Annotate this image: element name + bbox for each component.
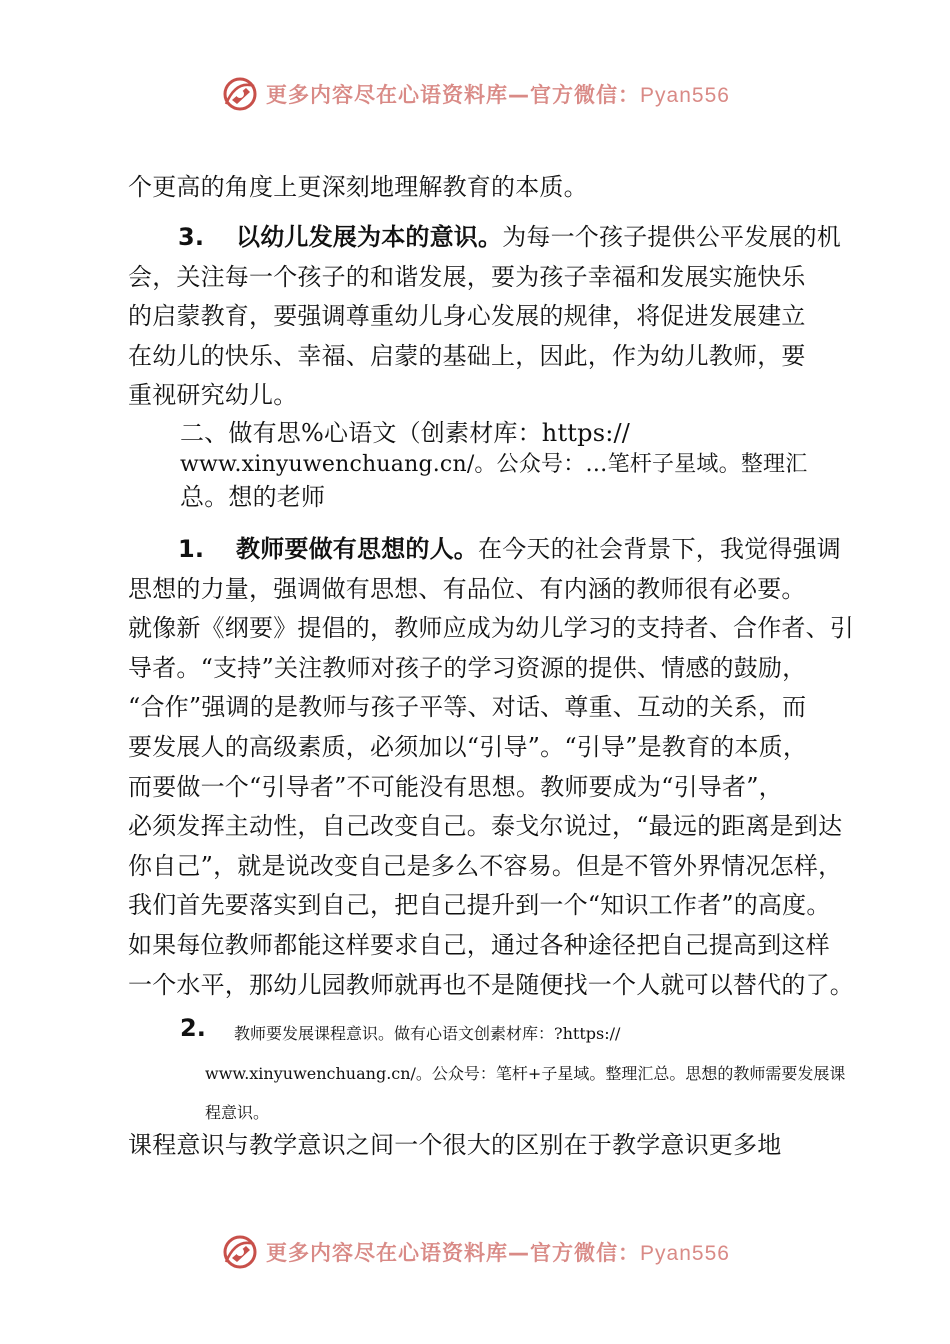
text-line: 个更高的角度上更深刻地理解教育的本质。	[128, 173, 588, 201]
text-line: 如果每位教师都能这样要求自己，通过各种途径把自己提高到这样	[128, 930, 830, 959]
text-fragment: 在今天的社会背景下，我觉得强调	[478, 535, 841, 563]
item-number: 1.	[178, 535, 205, 563]
banner-text: 更多内容尽在心语资料库—官方微信：Pyan556	[266, 1241, 730, 1265]
text-line: 总。想的老师	[180, 483, 326, 511]
text-line: 要发展人的高级素质，必须加以“引导”。“引导”是教育的本质，	[128, 732, 808, 761]
text-line: 课程意识与教学意识之间一个很大的区别在于教学意识更多地	[128, 1131, 782, 1159]
item-number: 2.	[180, 1014, 206, 1042]
logo-icon	[220, 74, 260, 114]
text-line: 就像新《纲要》提倡的，教师应成为幼儿学习的支持者、合作者、引	[128, 614, 854, 643]
banner-wechat-id: Pyan556	[640, 1242, 730, 1265]
text-line: 一个水平，那幼儿园教师就再也不是随便找一个人就可以替代的了。	[128, 970, 854, 999]
item-heading: 教师要做有思想的人。	[236, 535, 478, 563]
paragraph-item-2	[205, 1054, 885, 1132]
text-line: 我们首先要落实到自己，把自己提升到一个“知识工作者”的高度。	[128, 891, 831, 920]
text-line: 必须发挥主动性，自己改变自己。泰戈尔说过，“最远的距离是到达	[128, 812, 843, 841]
text-line: 的启蒙教育，要强调尊重幼儿身心发展的规律，将促进发展建立	[128, 302, 806, 331]
text-line	[128, 218, 868, 258]
text-line: 程意识。	[205, 1103, 270, 1122]
text-line: 重视研究幼儿。	[128, 381, 298, 410]
text-line: 你自己”，就是说改变自己是多么不容易。但是不管外界情况怎样，	[128, 851, 843, 880]
item-heading: 以幼儿发展为本的意识。	[236, 223, 503, 251]
text-line: 会，关注每一个孩子的和谐发展，要为孩子幸福和发展实施快乐	[128, 262, 806, 291]
text-line: 导者。“支持”关注教师对孩子的学习资源的提供、情感的鼓励，	[128, 653, 807, 682]
paragraph-item-3	[128, 218, 868, 416]
item-number: 3.	[178, 223, 205, 251]
paragraph-item-1	[128, 530, 868, 1005]
text-line	[128, 530, 868, 570]
logo-icon	[220, 1232, 260, 1272]
text-line: 思想的力量，强调做有思想、有品位、有内涵的教师很有必要。	[128, 574, 806, 603]
paragraph-closing	[128, 1126, 868, 1166]
text-line: 在幼儿的快乐、幸福、启蒙的基础上，因此，作为幼儿教师，要	[128, 341, 806, 370]
paragraph-item-2-first	[234, 1014, 884, 1053]
text-line: www.xinyuwenchuang.cn/。公众号：…笔杆子星域。整理汇	[180, 452, 808, 477]
text-line: 教师要发展课程意识。做有心语文创素材库：?https://	[234, 1024, 621, 1043]
text-line: www.xinyuwenchuang.cn/。公众号：笔杆+子星域。整理汇总。思想的教师需要发展课	[205, 1064, 846, 1083]
section-heading	[180, 417, 920, 513]
text-line: 而要做一个“引导者”不可能没有思想。教师要成为“引导者”，	[128, 772, 783, 801]
footer-banner	[0, 1228, 950, 1276]
paragraph-intro	[128, 168, 868, 208]
banner-text: 更多内容尽在心语资料库—官方微信：Pyan556	[266, 83, 730, 107]
text-line: “合作”强调的是教师与孩子平等、对话、尊重、互动的关系，而	[128, 693, 807, 722]
banner-wechat-id: Pyan556	[640, 84, 730, 107]
text-line: 二、做有思%心语文（创素材库：https://	[180, 419, 631, 447]
text-fragment: 为每一个孩子提供公平发展的机	[502, 223, 842, 251]
header-banner	[0, 70, 950, 118]
